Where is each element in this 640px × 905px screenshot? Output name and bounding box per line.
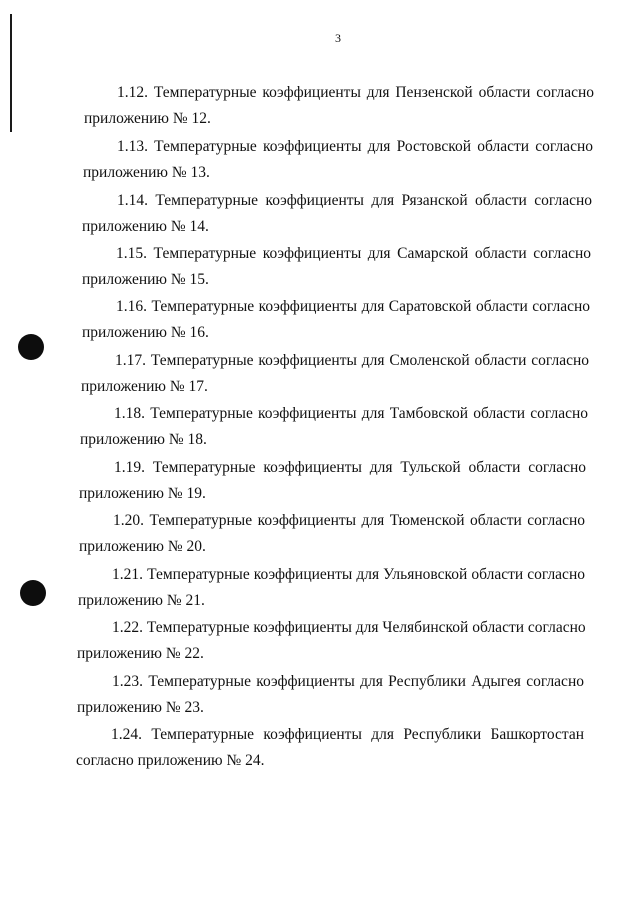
list-item xyxy=(77,669,584,721)
punch-hole-mark xyxy=(20,580,46,606)
item-second-line: приложению № 16. xyxy=(82,324,209,341)
page-number: 3 xyxy=(335,31,341,45)
item-second-line: согласно приложению № 24. xyxy=(76,752,265,769)
item-second-line: приложению № 21. xyxy=(78,592,205,609)
list-item xyxy=(79,508,585,560)
item-first-line: 1.20. Температурные коэффициенты для Тюменской области согласно xyxy=(113,512,585,529)
item-second-line: приложению № 20. xyxy=(79,538,206,555)
item-second-line: приложению № 18. xyxy=(80,431,207,448)
list-item xyxy=(78,562,585,614)
item-second-line: приложению № 14. xyxy=(82,218,209,235)
list-item xyxy=(81,348,589,400)
item-second-line: приложению № 19. xyxy=(79,485,206,502)
item-second-line: приложению № 17. xyxy=(81,378,208,395)
list-item xyxy=(77,615,584,667)
item-first-line: 1.23. Температурные коэффициенты для Республики Адыгея согласно xyxy=(112,673,584,690)
item-first-line: 1.16. Температурные коэффициенты для Саратовской области согласно xyxy=(116,298,590,315)
item-second-line: приложению № 23. xyxy=(77,699,204,716)
list-item xyxy=(82,188,592,240)
item-first-line: 1.18. Температурные коэффициенты для Тамбовской области согласно xyxy=(114,405,588,422)
item-first-line: 1.15. Температурные коэффициенты для Самарской области согласно xyxy=(116,245,591,262)
item-first-line: 1.22. Температурные коэффициенты для Челябинской области согласно xyxy=(112,619,586,636)
item-first-line: 1.21. Температурные коэффициенты для Ульяновской области согласно xyxy=(112,566,585,583)
item-second-line: приложению № 12. xyxy=(84,110,211,127)
item-second-line: приложению № 13. xyxy=(83,164,210,181)
item-second-line: приложению № 15. xyxy=(82,271,209,288)
list-item xyxy=(84,80,594,132)
list-item xyxy=(79,455,586,507)
list-item xyxy=(83,134,593,186)
list-item xyxy=(82,294,590,346)
item-first-line: 1.17. Температурные коэффициенты для Смоленской области согласно xyxy=(115,352,589,369)
list-item xyxy=(82,241,591,293)
item-first-line: 1.19. Температурные коэффициенты для Тульской области согласно xyxy=(114,459,586,476)
punch-hole-mark xyxy=(18,334,44,360)
item-first-line: 1.14. Температурные коэффициенты для Рязанской области согласно xyxy=(117,192,592,209)
item-first-line: 1.24. Температурные коэффициенты для Республики Башкортостан xyxy=(111,726,584,743)
list-item xyxy=(80,401,588,453)
item-second-line: приложению № 22. xyxy=(77,645,204,662)
item-first-line: 1.13. Температурные коэффициенты для Ростовской области согласно xyxy=(117,138,593,155)
list-item xyxy=(76,722,584,774)
item-first-line: 1.12. Температурные коэффициенты для Пензенской области согласно xyxy=(117,84,594,101)
